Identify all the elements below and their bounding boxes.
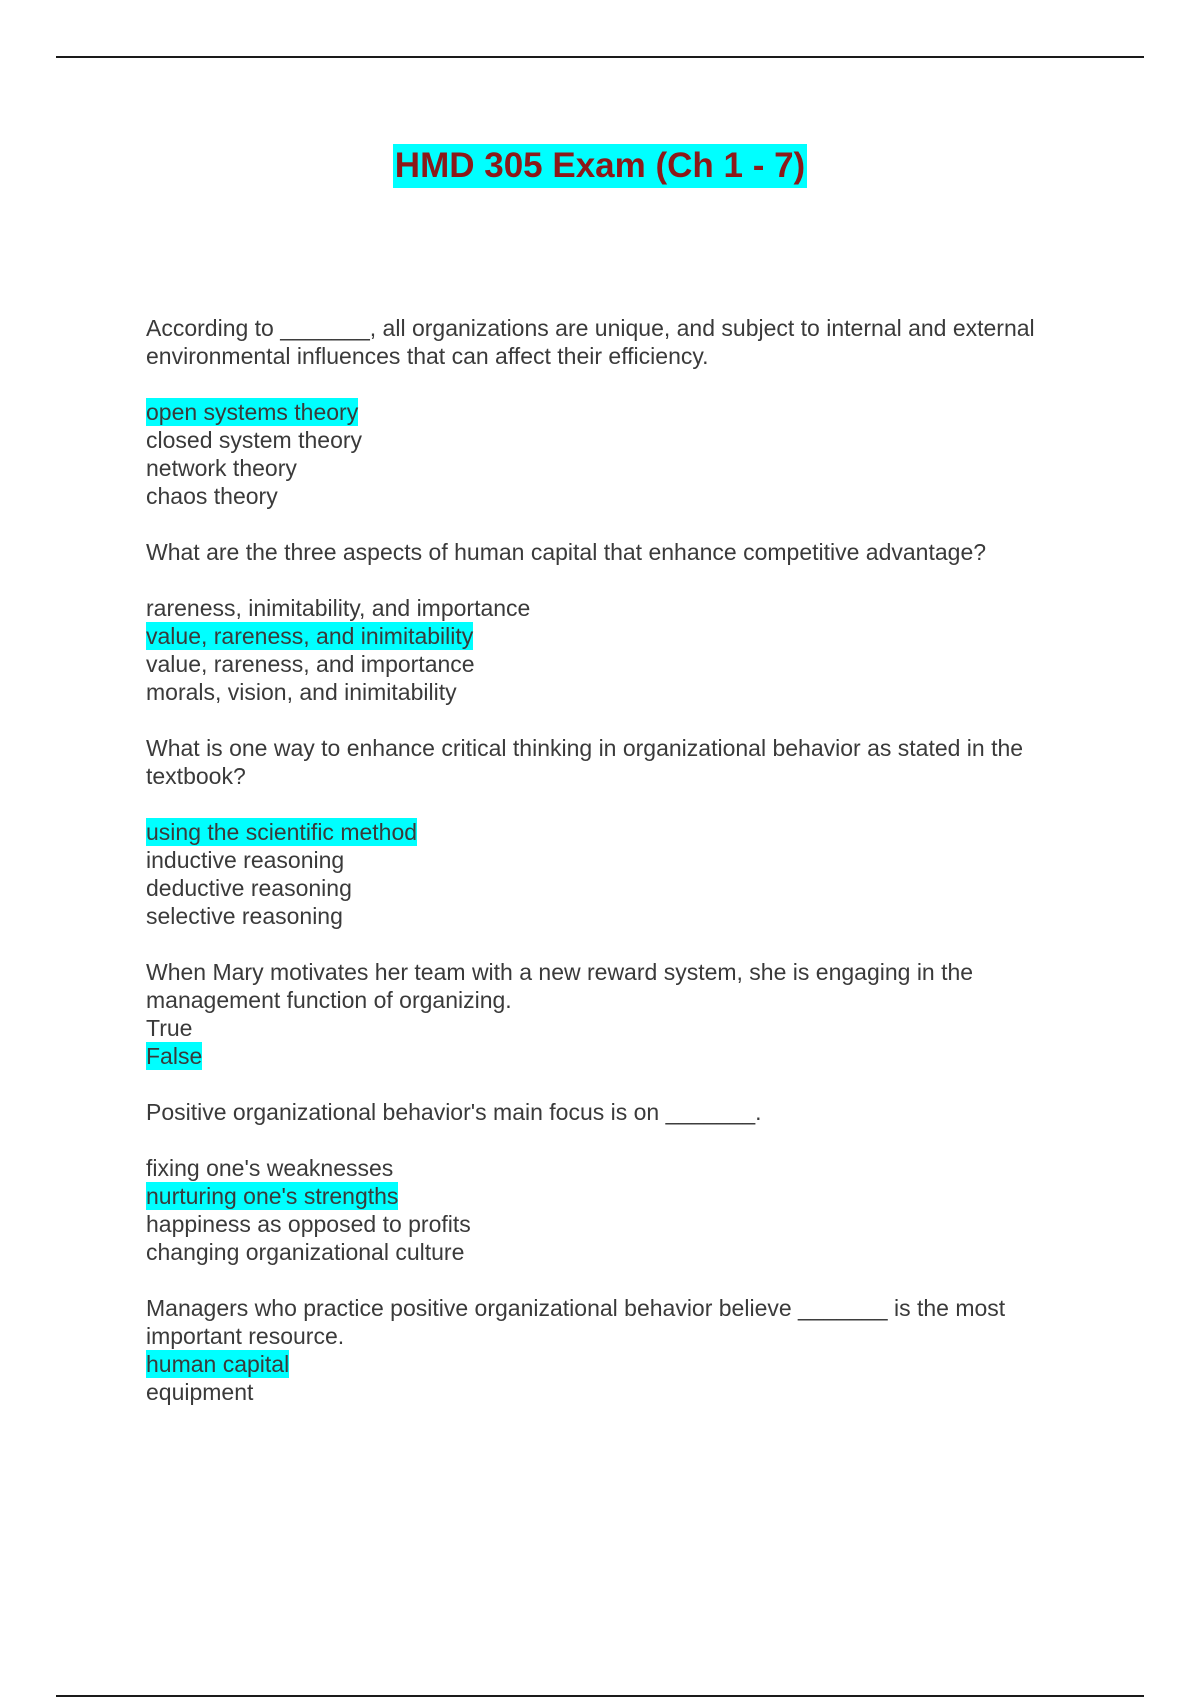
answer-option: fixing one's weaknesses [146, 1155, 394, 1181]
answer-option: network theory [146, 455, 297, 481]
answer-option-correct: nurturing one's strengths [146, 1183, 399, 1209]
answer-option-correct: human capital [146, 1351, 290, 1377]
answer-option: changing organizational culture [146, 1239, 465, 1265]
top-rule [56, 56, 1144, 58]
question-text: Managers who practice positive organizational behavior believe _______ is the most important resource. [146, 1295, 1006, 1349]
answer-option: selective reasoning [146, 903, 343, 929]
answer-option-correct: value, rareness, and inimitability [146, 623, 474, 649]
answer-option: deductive reasoning [146, 875, 352, 901]
answer-option-correct: using the scientific method [146, 819, 418, 845]
question-item-5 [146, 1098, 1086, 1266]
answer-option: value, rareness, and importance [146, 651, 475, 677]
answer-options [146, 398, 1086, 510]
answer-option: equipment [146, 1379, 254, 1405]
question-text: What are the three aspects of human capital that enhance competitive advantage? [146, 539, 987, 565]
question-item-3 [146, 734, 1086, 930]
answer-option: inductive reasoning [146, 847, 345, 873]
answer-option-correct: False [146, 1043, 203, 1069]
title-wrap [0, 144, 1200, 188]
answer-option: chaos theory [146, 483, 278, 509]
answer-option: rareness, inimitability, and importance [146, 595, 531, 621]
question-item-2 [146, 538, 1086, 706]
page-title: HMD 305 Exam (Ch 1 - 7) [393, 144, 807, 188]
answer-options [146, 818, 1086, 930]
answer-options [146, 1014, 1086, 1070]
bottom-rule [56, 1695, 1144, 1697]
answer-options [146, 1154, 1086, 1266]
question-list [146, 314, 1086, 1434]
question-text: Positive organizational behavior's main focus is on _______. [146, 1099, 762, 1125]
question-item-6 [146, 1294, 1086, 1406]
question-item-4 [146, 958, 1086, 1070]
answer-option: closed system theory [146, 427, 363, 453]
question-text: According to _______, all organizations are unique, and subject to internal and external environmental influences that can affect their efficiency. [146, 315, 1035, 369]
answer-option: happiness as opposed to profits [146, 1211, 471, 1237]
answer-option: True [146, 1015, 193, 1041]
answer-options [146, 1350, 1086, 1406]
answer-option: morals, vision, and inimitability [146, 679, 457, 705]
question-item-1 [146, 314, 1086, 510]
answer-options [146, 594, 1086, 706]
question-text: What is one way to enhance critical thinking in organizational behavior as stated in the textbook? [146, 735, 1024, 789]
question-text: When Mary motivates her team with a new reward system, she is engaging in the management function of organizing. [146, 959, 974, 1013]
answer-option-correct: open systems theory [146, 399, 359, 425]
